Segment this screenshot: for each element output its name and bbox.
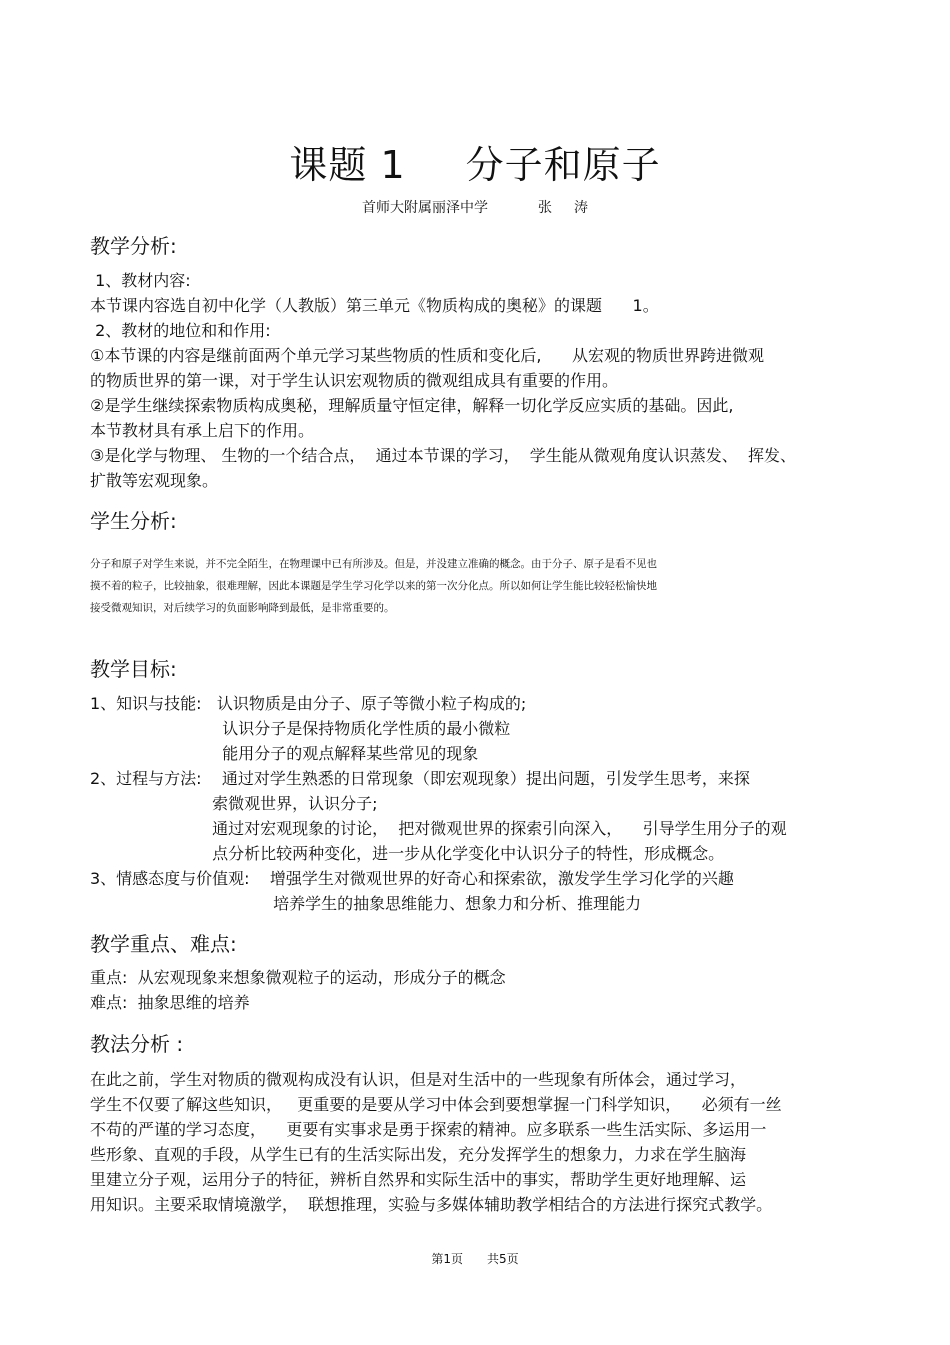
text-line: 3、情感态度与价值观: 增强学生对微观世界的好奇心和探索欲，激发学生学习化学的兴趣 (90, 869, 734, 888)
text-line: 认识分子是保持物质化学性质的最小微粒 (90, 719, 511, 738)
method-analysis-content (90, 1067, 782, 1217)
text-line: 不苟的严谨的学习态度， 更要有实事求是勇于探索的精神。应多联系一些生活实际、多运用一 (90, 1120, 767, 1139)
text-line: 些形象、直观的手段，从学生已有的生活实际出发，充分发挥学生的想象力，力求在学生脑海 (90, 1145, 747, 1164)
heading-method-analysis: 教法分析 : (90, 1032, 184, 1056)
teaching-goals-content (90, 691, 787, 916)
heading-teaching-goals: 教学目标: (90, 657, 177, 681)
text-line: 2、教材的地位和和作用: (90, 321, 271, 340)
page-footer (0, 1250, 950, 1267)
page-number: 第1页 (431, 1252, 463, 1266)
text-line: 2、过程与方法: 通过对学生熟悉的日常现象（即宏观现象）提出问题，引发学生思考，来探 (90, 769, 750, 788)
author-name-first: 张 (538, 200, 552, 216)
text-line: 里建立分子观，运用分子的特征，辨析自然界和实际生活中的事实，帮助学生更好地理解、运 (90, 1170, 747, 1189)
title-topic: 分子和原子 (465, 143, 661, 187)
text-line: 摸不着的粒子，比较抽象，很难理解，因此本课题是学生学习化学以来的第一次分化点。所以如何让学生能比较轻松愉快地 (90, 580, 657, 592)
text-line: 重点: 从宏观现象来想象微观粒子的运动，形成分子的概念 (90, 968, 506, 987)
text-line: ②是学生继续探索物质构成奥秘，理解质量守恒定律，解释一切化学反应实质的基础。因此, (90, 396, 734, 415)
text-line: 扩散等宏观现象。 (90, 471, 219, 490)
student-analysis-content (90, 553, 657, 619)
text-line: ①本节课的内容是继前面两个单元学习某些物质的性质和变化后, 从宏观的物质世界跨进微观 (90, 346, 764, 365)
page-total: 共5页 (487, 1252, 519, 1266)
text-line: 能用分子的观点解释某些常见的现象 (90, 744, 479, 763)
text-line: 难点: 抽象思维的培养 (90, 993, 250, 1012)
text-line: 本节教材具有承上启下的作用。 (90, 421, 315, 440)
text-line: ③是化学与物理、 生物的一个结合点， 通过本节课的学习， 学生能从微观角度认识蒸发、 挥发、 (90, 446, 796, 465)
heading-student-analysis: 学生分析: (90, 509, 177, 533)
text-line: 用知识。主要采取情境激学， 联想推理，实验与多媒体辅助教学相结合的方法进行探究式教学。 (90, 1195, 773, 1214)
text-line: 分子和原子对学生来说，并不完全陌生，在物理课中已有所涉及。但是，并没建立准确的概念。由于分子、原子是看不见也 (90, 558, 657, 570)
heading-teaching-analysis: 教学分析: (90, 234, 177, 258)
text-line: 本节课内容选自初中化学（人教版）第三单元《物质构成的奥秘》的课题 1。 (90, 296, 659, 315)
heading-key-points: 教学重点、难点: (90, 932, 237, 956)
text-line: 培养学生的抽象思维能力、想象力和分析、推理能力 (90, 894, 642, 913)
key-points-content (90, 965, 506, 1015)
text-line: 1、教材内容: (90, 271, 191, 290)
author-school: 首师大附属丽泽中学 (362, 200, 488, 216)
text-line: 通过对宏观现象的讨论， 把对微观世界的探索引向深入， 引导学生用分子的观 (90, 819, 787, 838)
title-lesson: 课题 1 (289, 143, 406, 187)
text-line: 的物质世界的第一课，对于学生认识宏观物质的微观组成具有重要的作用。 (90, 371, 619, 390)
text-line: 索微观世界，认识分子; (90, 794, 378, 813)
text-line: 接受微观知识，对后续学习的负面影响降到最低，是非常重要的。 (90, 602, 395, 614)
text-line: 点分析比较两种变化，进一步从化学变化中认识分子的特性，形成概念。 (90, 844, 725, 863)
teaching-analysis-content (90, 268, 796, 493)
author-name-second: 涛 (574, 200, 588, 216)
text-line: 学生不仅要了解这些知识， 更重要的是要从学习中体会到要想掌握一门科学知识， 必须有一丝 (90, 1095, 782, 1114)
text-line: 在此之前，学生对物质的微观构成没有认识，但是对生活中的一些现象有所体会，通过学习， (90, 1070, 747, 1089)
author-line (0, 197, 950, 217)
text-line: 1、知识与技能: 认识物质是由分子、原子等微小粒子构成的; (90, 694, 527, 713)
document-title (0, 134, 950, 189)
